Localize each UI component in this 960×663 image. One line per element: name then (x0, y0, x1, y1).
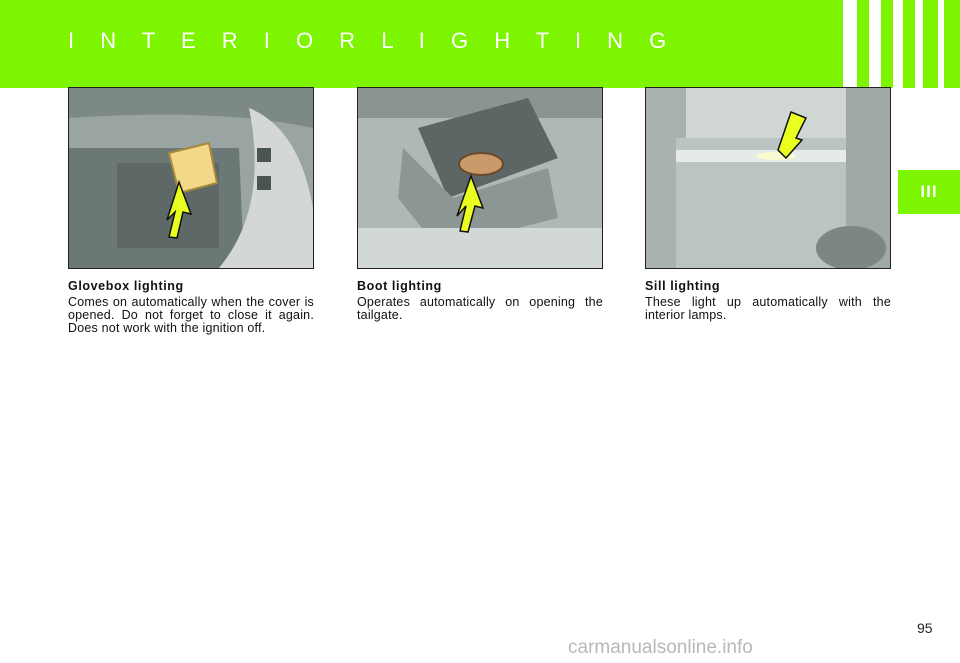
page-title: I N T E R I O R L I G H T I N G (68, 28, 677, 53)
header-stripe (869, 0, 881, 88)
section-title: Sill lighting (645, 279, 721, 293)
section-title: Glovebox lighting (68, 279, 184, 293)
section-body: These light up automatically with the interior lamps. (645, 295, 891, 322)
glovebox-photo (68, 87, 314, 269)
chapter-tab[interactable] (898, 170, 960, 214)
watermark[interactable]: carmanualsonline.info (568, 637, 753, 658)
section-body: Operates automatically on opening the tailgate. (357, 295, 603, 322)
page-number: 95 (917, 620, 933, 636)
header-stripe (938, 0, 944, 88)
sill-photo (645, 87, 891, 269)
header-stripe (893, 0, 903, 88)
boot-photo (357, 87, 603, 269)
header-stripe (915, 0, 923, 88)
page-header (0, 0, 960, 88)
chapter-label: III (920, 182, 938, 201)
section-title: Boot lighting (357, 279, 442, 293)
header-stripe (843, 0, 857, 88)
section-body: Comes on automatically when the cover is opened. Do not forget to close it again. Does not work with the ignition off. (68, 295, 314, 335)
